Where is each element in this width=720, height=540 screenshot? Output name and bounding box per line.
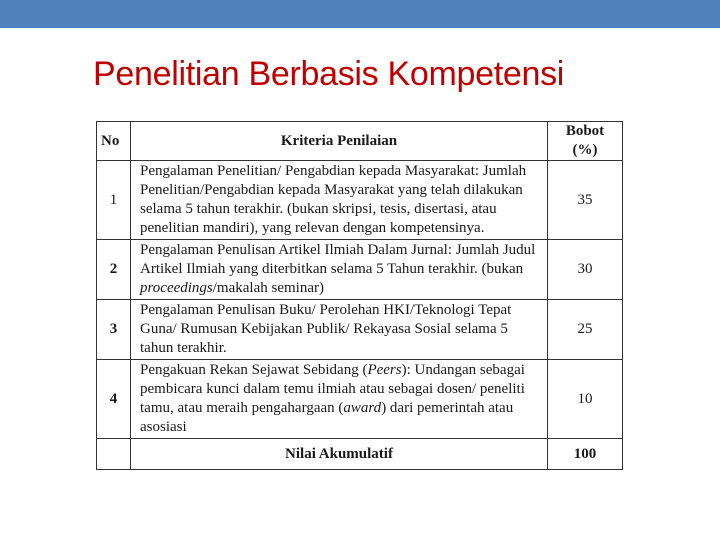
criteria-text-part: /makalah seminar) bbox=[212, 280, 324, 296]
criteria-text-part: Pengalaman Penulisan Artikel Ilmiah Dalam Jurnal: Jumlah Judul Artikel Ilmiah yang diterbitkan selama 5 Tahun terakhir. (bukan bbox=[140, 242, 536, 277]
row-number: 1 bbox=[97, 161, 131, 240]
weight-value: 30 bbox=[548, 240, 623, 300]
criteria-text-part: Pengalaman Penulisan Buku/ Perolehan HKI/Teknologi Tepat Guna/ Rumusan Kebijakan Publik/ Rekayasa Sosial selama 5 tahun terakhir. bbox=[140, 302, 512, 356]
row-number: 4 bbox=[97, 360, 131, 439]
criteria-text-italic: Peers bbox=[367, 362, 402, 378]
table-row bbox=[97, 161, 623, 240]
criteria-text bbox=[131, 161, 548, 240]
slide-title: Penelitian Berbasis Kompetensi bbox=[93, 55, 565, 93]
criteria-text-part: Pengakuan Rekan Sejawat Sebidang ( bbox=[140, 362, 368, 378]
criteria-table bbox=[96, 121, 623, 470]
criteria-text-part: ) dari pemerintah atau asosiasi bbox=[140, 400, 514, 435]
row-number: 3 bbox=[97, 300, 131, 360]
table-row bbox=[97, 240, 623, 300]
total-weight-value: 100 bbox=[548, 439, 623, 470]
total-empty-cell bbox=[97, 439, 131, 470]
top-accent-bar bbox=[0, 0, 720, 28]
table-row bbox=[97, 300, 623, 360]
total-row bbox=[97, 439, 623, 470]
criteria-text-part: ): Undangan sebagai pembicara kunci dalam temu ilmiah atau sebagai dosen/ peneliti tamu, atau meraih pengahargaan ( bbox=[140, 362, 525, 416]
criteria-text bbox=[131, 300, 548, 360]
header-weight-line1: Bobot bbox=[565, 123, 605, 139]
weight-value: 10 bbox=[548, 360, 623, 439]
row-number: 2 bbox=[97, 240, 131, 300]
criteria-text bbox=[131, 240, 548, 300]
weight-value: 25 bbox=[548, 300, 623, 360]
header-criteria: Kriteria Penilaian bbox=[131, 122, 548, 161]
weight-value: 35 bbox=[548, 161, 623, 240]
table-header-row bbox=[97, 122, 623, 161]
total-label: Nilai Akumulatif bbox=[131, 439, 548, 470]
criteria-text-italic: award bbox=[343, 400, 382, 416]
criteria-text-part: Pengalaman Penelitian/ Pengabdian kepada Masyarakat: Jumlah Penelitian/Pengabdian kepada Masyarakat yang telah dilakukan selama 5 tahun terakhir. (bukan skripsi, tesis, disertasi, atau penelitian mandiri), yang relevan dengan kompetensinya. bbox=[140, 163, 527, 236]
header-weight-line2: (%) bbox=[572, 142, 598, 158]
table-row bbox=[97, 360, 623, 439]
criteria-text-italic: proceedings bbox=[140, 280, 213, 296]
header-no: No bbox=[97, 122, 131, 161]
header-weight bbox=[548, 122, 623, 161]
criteria-text bbox=[131, 360, 548, 439]
